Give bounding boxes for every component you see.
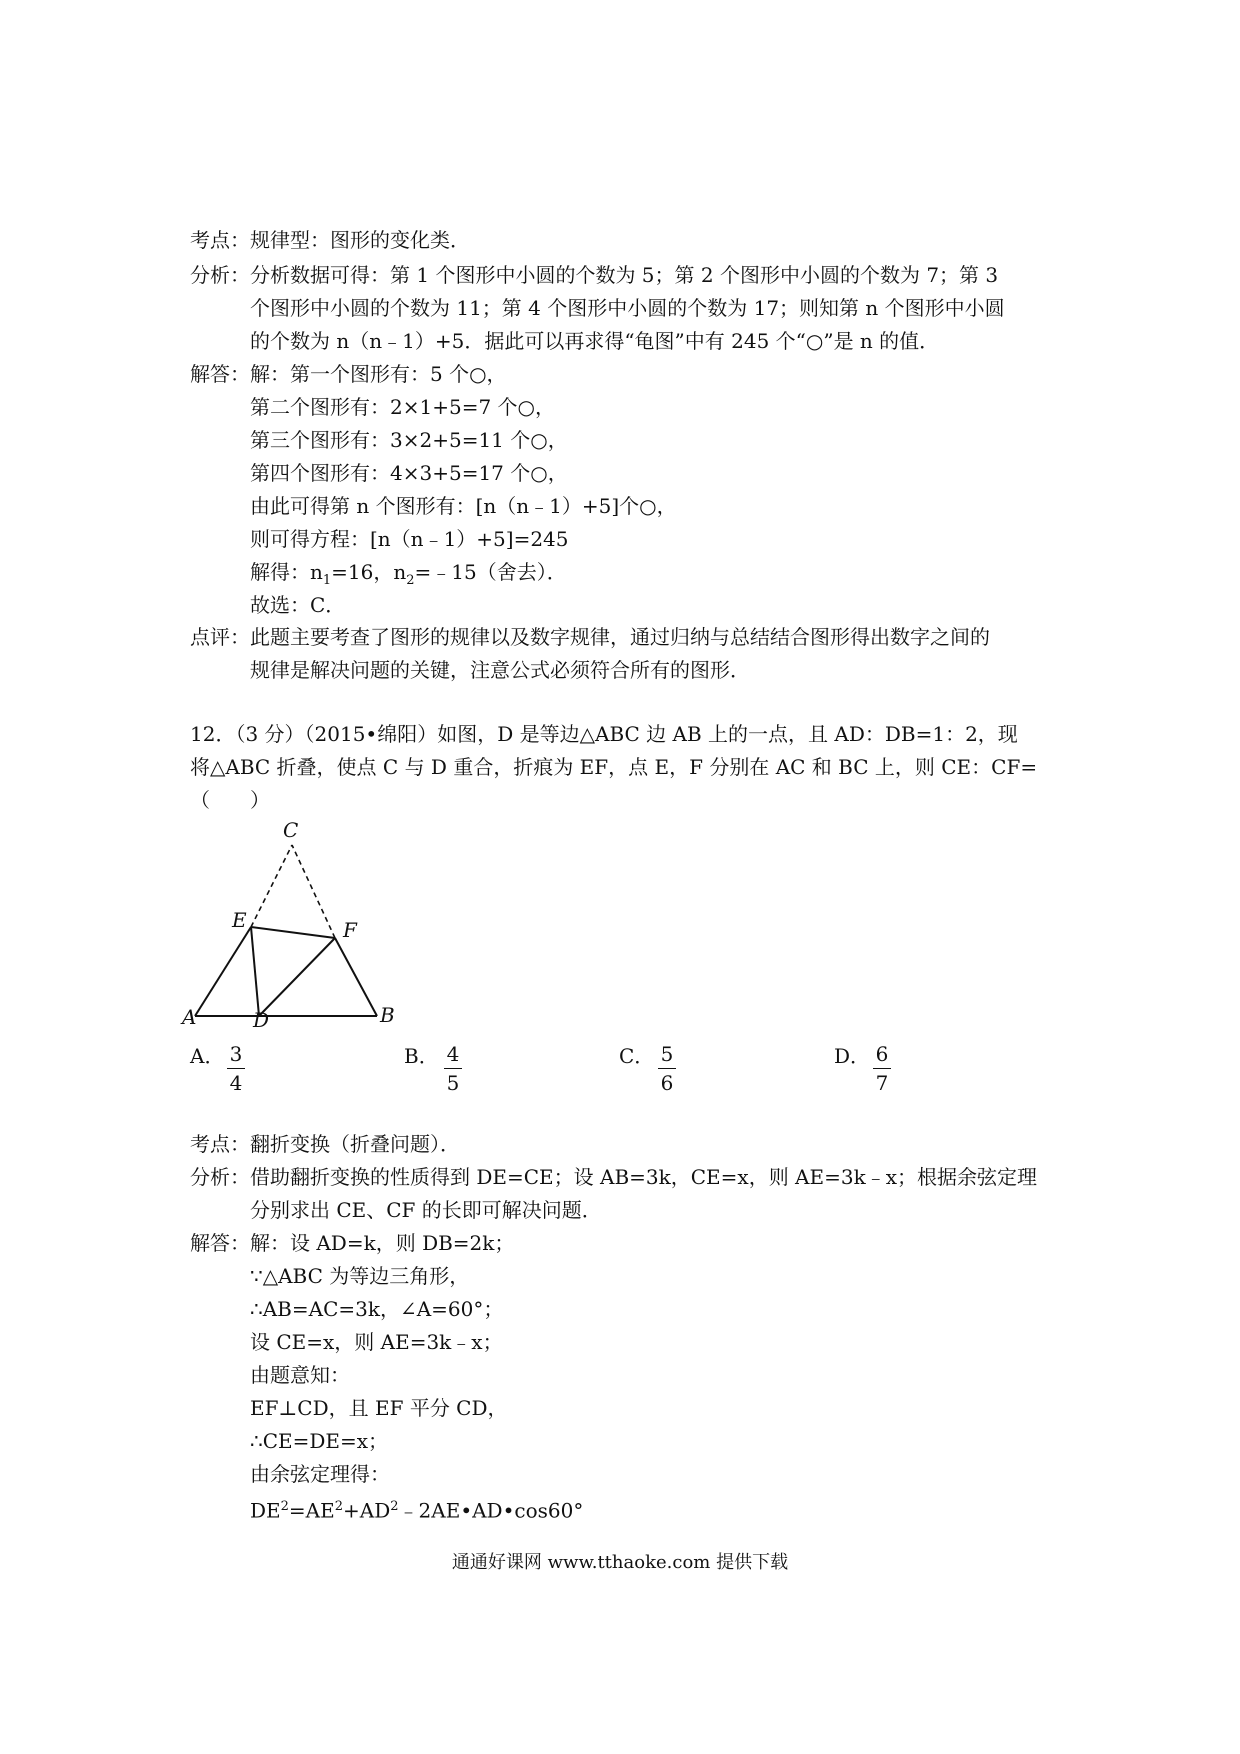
denominator: 4 (229, 1071, 243, 1095)
fraction-bar (658, 1068, 676, 1069)
choice-a-label: A． (190, 1044, 225, 1068)
segment-fc-dashed (292, 845, 335, 938)
fenxi-1-line-2: 个图形中小圆的个数为 11；第 4 个图形中小圆的个数为 17；则知第 n 个图形中小圆 (250, 296, 1005, 320)
subscript-1: 1 (322, 573, 332, 588)
jieda-2-line: ∴AB=AC=3k，∠A=60°； (250, 1297, 504, 1321)
jieda-1-line: 第二个图形有：2×1+5=7 个○， (250, 395, 555, 419)
fenxi-2-line-2: 分别求出 CE、CF 的长即可解决问题． (250, 1198, 602, 1222)
fenxi-1-line-3: 的个数为 n（n﹣1）+5．据此可以再求得“龟图”中有 245 个“○”是 n 的值． (250, 329, 940, 353)
solve-suffix: =﹣15（舍去）． (414, 560, 567, 584)
kaodian-2: 考点：翻折变换（折叠问题）． (190, 1132, 460, 1156)
choice-b-fraction (444, 1042, 462, 1095)
cosine-equation (250, 1493, 583, 1525)
fraction-bar (873, 1068, 891, 1069)
choice-b-label: B． (404, 1044, 439, 1068)
question-12-line-1: 12．（3 分）（2015•绵阳）如图，D 是等边△ABC 边 AB 上的一点，且 AD：DB=1：2，现 (190, 722, 1018, 746)
choice-d-fraction (873, 1042, 891, 1095)
dianping-line-2: 规律是解决问题的关键，注意公式必须符合所有的图形． (250, 658, 750, 682)
label-a: A (182, 1005, 197, 1029)
superscript: 2 (334, 1499, 344, 1514)
jieda-1-label: 解答：解：第一个图形有：5 个○， (190, 362, 507, 386)
segment-ed (251, 927, 259, 1016)
dianping-line-1: 点评：此题主要考查了图形的规律以及数字规律，通过归纳与总结结合图形得出数字之间的 (190, 625, 990, 649)
choice-c-label: C． (619, 1044, 655, 1068)
superscript: 2 (280, 1499, 289, 1514)
jieda-2-line: 由题意知： (250, 1363, 350, 1387)
label-d: D (253, 1008, 270, 1030)
kaodian-1: 考点：规律型：图形的变化类． (190, 228, 470, 252)
label-e: E (232, 908, 247, 932)
jieda-1-line: 则可得方程：[n（n﹣1）+5]=245 (250, 527, 569, 551)
choose-line: 故选：C． (250, 593, 346, 617)
eq-part: +AD (343, 1498, 391, 1523)
jieda-1-line: 由此可得第 n 个图形有：[n（n﹣1）+5]个○， (250, 494, 677, 518)
numerator: 4 (446, 1042, 460, 1066)
jieda-1-line: 第四个图形有：4×3+5=17 个○， (250, 461, 568, 485)
denominator: 5 (446, 1071, 460, 1095)
superscript: 2 (390, 1499, 399, 1514)
jieda-2-label: 解答：解：设 AD=k，则 DB=2k； (190, 1231, 515, 1255)
triangle-figure (180, 815, 420, 1030)
eq-part: =AE (288, 1498, 335, 1523)
jieda-2-line: ∵△ABC 为等边三角形， (250, 1264, 470, 1288)
eq-part: ﹣2AE•AD•cos60° (398, 1498, 584, 1523)
eq-part: DE (250, 1498, 281, 1523)
denominator: 7 (875, 1071, 889, 1095)
label-c: C (283, 818, 299, 842)
label-f: F (343, 918, 357, 942)
choice-a-fraction (227, 1042, 245, 1095)
numerator: 3 (229, 1042, 243, 1066)
solve-mid: =16，n (331, 560, 407, 584)
segment-bf (335, 938, 377, 1016)
question-12-line-3: （ ） (190, 788, 270, 812)
jieda-1-line: 第三个图形有：3×2+5=11 个○， (250, 428, 568, 452)
jieda-2-line: 设 CE=x，则 AE=3k﹣x； (250, 1330, 503, 1354)
jieda-2-line: ∴CE=DE=x； (250, 1429, 389, 1453)
question-12-line-2: 将△ABC 折叠，使点 C 与 D 重合，折痕为 EF，点 E，F 分别在 AC 和 BC 上，则 CE：CF= (190, 755, 1038, 779)
numerator: 5 (660, 1042, 674, 1066)
choice-d-label: D． (834, 1044, 871, 1068)
choice-c-fraction (658, 1042, 676, 1095)
segment-ef (251, 927, 335, 938)
label-b: B (380, 1003, 395, 1027)
subscript-2: 2 (406, 573, 415, 588)
page-footer: 通通好课网 www.tthaoke.com 提供下载 (451, 1552, 789, 1573)
segment-ec-dashed (251, 845, 292, 927)
numerator: 6 (875, 1042, 889, 1066)
fenxi-2-line-1: 分析：借助翻折变换的性质得到 DE=CE；设 AB=3k，CE=x，则 AE=3k﹣x；根据余弦定理 (190, 1165, 1037, 1189)
solve-prefix: 解得：n (250, 560, 323, 584)
segment-ae (195, 927, 251, 1016)
denominator: 6 (660, 1071, 674, 1095)
fraction-bar (444, 1068, 462, 1069)
solve-line (250, 558, 567, 595)
jieda-2-line: EF⊥CD，且 EF 平分 CD， (250, 1396, 508, 1420)
fraction-bar (227, 1068, 245, 1069)
segment-df (259, 938, 335, 1016)
fenxi-1-line-1: 分析：分析数据可得：第 1 个图形中小圆的个数为 5；第 2 个图形中小圆的个数为 7；第 3 (190, 263, 999, 287)
jieda-2-line: 由余弦定理得： (250, 1462, 390, 1486)
